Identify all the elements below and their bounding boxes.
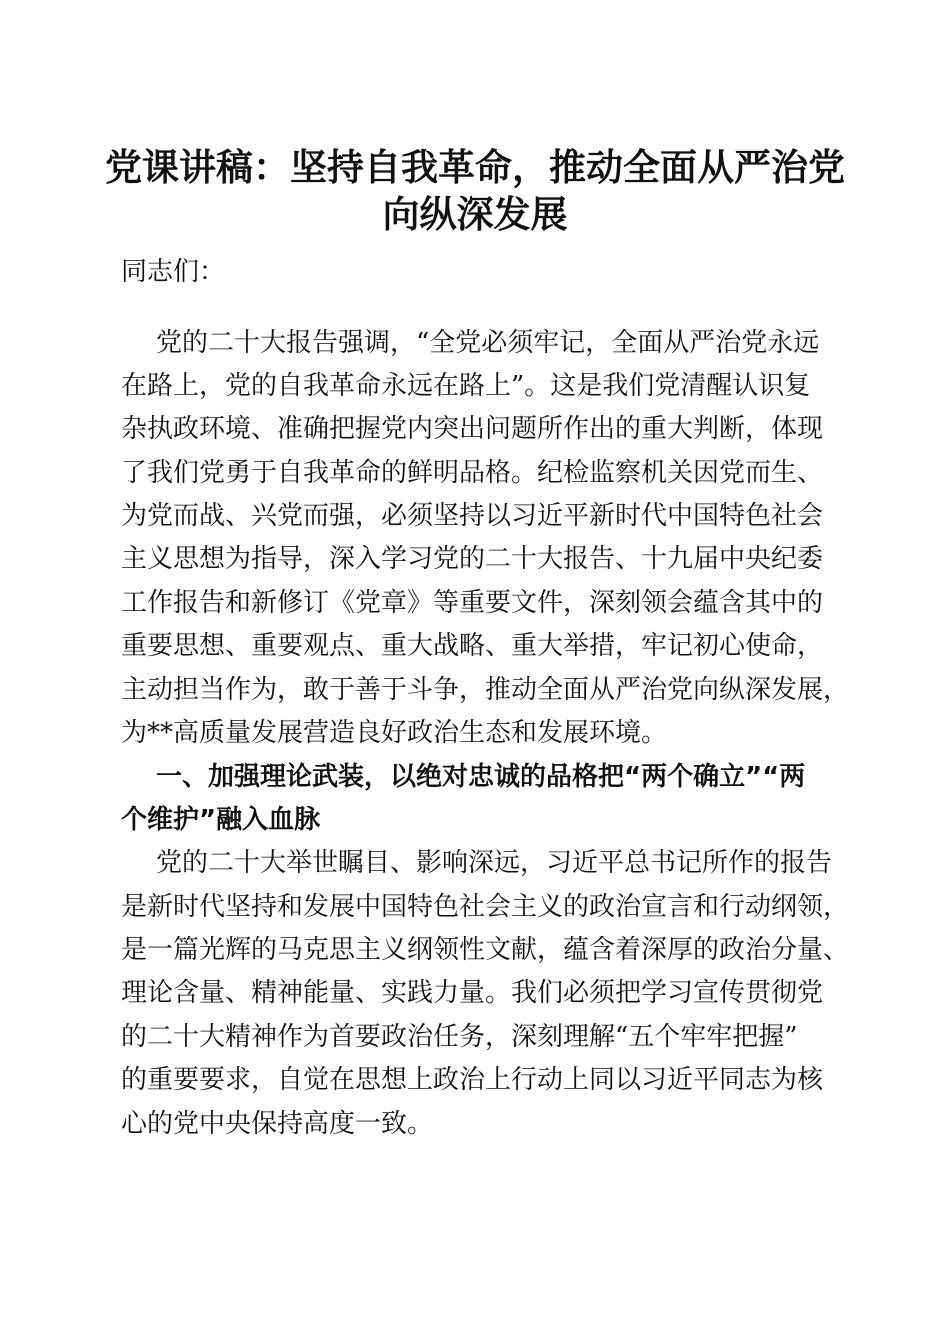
paragraph-2-line: 心的党中央保持高度一致。 (121, 1109, 434, 1139)
paragraph-1-line: 在路上，党的自我革命永远在路上”。这是我们党清醒认识复 (121, 371, 811, 401)
section-heading-line: 个维护”融入血脉 (121, 805, 321, 835)
paragraph-2-line: 是新时代坚持和发展中国特色社会主义的政治宣言和行动纲领， (121, 892, 850, 922)
paragraph-1-line: 主动担当作为，敢于善于斗争，推动全面从严治党向纵深发展， (121, 675, 850, 705)
paragraph-2-line: 党的二十大举世瞩目、影响深远，习近平总书记所作的报告 (156, 848, 833, 878)
paragraph-1-line: 为**高质量发展营造良好政治生态和发展环境。 (121, 718, 668, 748)
paragraph-2-line: 是一篇光辉的马克思主义纲领性文献，蕴含着深厚的政治分量、 (121, 935, 850, 965)
section-heading-line: 一、加强理论武装，以绝对忠诚的品格把“两个确立”“两 (156, 762, 806, 792)
paragraph-2-line: 的二十大精神作为首要政治任务，深刻理解“五个牢牢把握” (121, 1022, 798, 1052)
paragraph-1-line: 了我们党勇于自我革命的鲜明品格。纪检监察机关因党而生、 (121, 458, 824, 488)
paragraph-1-line: 重要思想、重要观点、重大战略、重大举措，牢记初心使命， (121, 631, 824, 661)
paragraph-1-line: 杂执政环境、准确把握党内突出问题所作出的重大判断，体现 (121, 414, 824, 444)
salutation: 同志们： (121, 257, 226, 287)
paragraph-1-line: 党的二十大报告强调，“全党必须牢记，全面从严治党永远 (156, 328, 820, 358)
paragraph-2-line: 的重要要求，自觉在思想上政治上行动上同以习近平同志为核 (121, 1065, 824, 1095)
paragraph-1-line: 为党而战、兴党而强，必须坚持以习近平新时代中国特色社会 (121, 501, 824, 531)
document-title-line-1: 党课讲稿：坚持自我革命，推动全面从严治党 (105, 145, 845, 189)
paragraph-1-line: 工作报告和新修订《党章》等重要文件，深刻领会蕴含其中的 (121, 588, 824, 618)
paragraph-2-line: 理论含量、精神能量、实践力量。我们必须把学习宣传贯彻党 (121, 978, 824, 1008)
document-title-line-2: 向纵深发展 (382, 192, 568, 236)
paragraph-1-line: 主义思想为指导，深入学习党的二十大报告、十九届中央纪委 (121, 544, 824, 574)
